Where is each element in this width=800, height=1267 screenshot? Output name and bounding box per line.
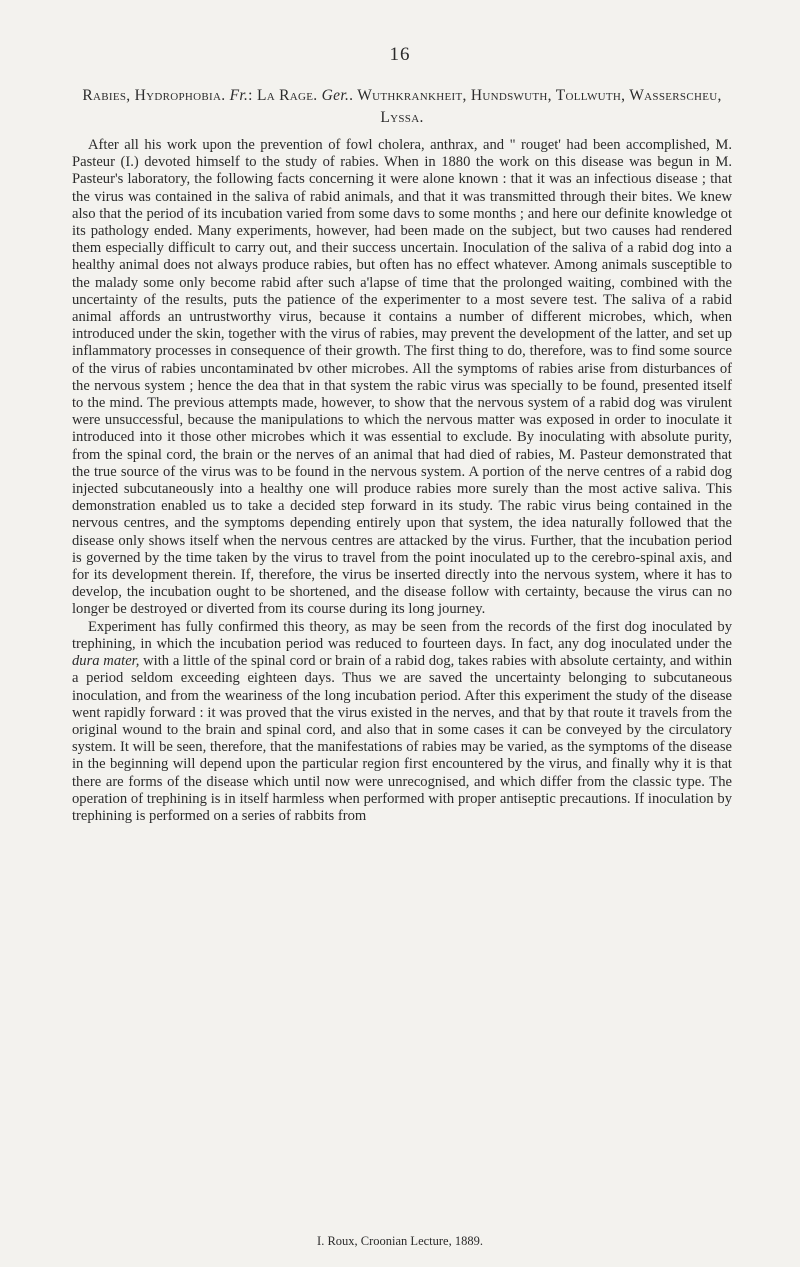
- paragraph-2-start: Experiment has fully confirmed this theory, as may be seen from the records of the first dog inoculated by trephining, in which the incubation period was reduced to fourteen days. In fact, any dog inoculated under the: [72, 618, 732, 652]
- heading-ger-label: Ger.: [321, 87, 350, 104]
- section-heading: [72, 85, 732, 129]
- paragraph-2-italic: dura mater,: [72, 653, 140, 670]
- page-number: 16: [389, 44, 411, 65]
- paragraph-2-end: with a little of the spinal cord or brain of a rabid dog, takes rabies with absolute certainty, and within a period seldom exceeding eighteen days. Thus we are saved the uncertainty belonging to subcutaneous inoculation, and from the weariness of the long incubation period. After this experiment the study of the disease went rapidly forward : it was proved that the virus existed in the nerves, and that by that route it travels from the original wound to the brain and spinal cord, and also that in some cases it can be conveyed by the circulatory system. It will be seen, therefore, that the manifestations of rabies may be varied, as the symptoms of the disease in the beginning will depend upon the particular region first encountered by the virus, and finally why it is that there are forms of the disease which until now were unrecognised, and which differ from the classic type. The operation of trephining is in itself harmless when performed with proper antiseptic precautions. If inoculation by trephining is performed on a series of rabbits from: [72, 653, 732, 824]
- heading-part1: Rabies, Hydrophobia.: [82, 87, 226, 104]
- paragraph-1: After all his work upon the prevention of fowl cholera, anthrax, and " rouget' had been accomplished, M. Pasteur (I.) devoted himself to the study of rabies. When in 1880 the work on this disease was begun in M. Pasteur's laboratory, the following facts concerning it were alone known : that it was an infectious disease ; that the virus was contained in the saliva of rabid animals, and that it was transmitted through their bites. We knew also that the period of its incubation varied from some davs to some months ; and here our definite knowledge ot its pathology ended. Many experiments, however, had been made on the subject, but two causes had rendered them especially difficult to carry out, and their success uncertain. Inoculation of the saliva of a rabid dog into a healthy animal does not always produce rabies, but often has no effect whatever. Among animals susceptible to the malady some only become rabid after such a'lapse of time that the prolonged waiting, combined with the uncertainty of the results, puts the patience of the experimenter to a most severe test. The saliva of a rabid animal affords an untrustworthy virus, because it contains a number of different microbes, which, when introduced under the skin, together with the virus of rabies, may prevent the development of the latter, and set up inflammatory processes in consequence of their growth. The first thing to do, therefore, was to find some source of the virus of rabies uncontaminated bv other microbes. All the symptoms of rabies arise from disturbances of the nervous system ; hence the dea that in that system the rabic virus was specially to be found, presented itself to the mind. The previous attempts made, however, to show that the nervous system of a rabid dog was virulent were unsuccessful, because the manipulations to which the nervous matter was exposed in order to inoculate it introduced into it those other microbes which it was essential to exclude. By inoculating with absolute purity, from the spinal cord, the brain or the nerves of an animal that had died of rabies, M. Pasteur demonstrated that the true source of the virus was to be found in the nervous system. A portion of the nerve centres of a rabid dog injected subcutaneously into a healthy one will produce rabies more surely than the most active saliva. This demonstration enabled us to take a decided step forward in its study. The rabic virus being contained in the nervous centres, and the symptoms depending entirely upon that system, the idea naturally followed that the disease only shows itself when the nervous centres are attacked by the virus. Further, that the incubation period is governed by the time taken by the virus to travel from the point inoculated up to the cerebro-spinal axis, and for its development therein. If, therefore, the virus be inserted directly into the nervous system, where it has to develop, the incubation ought to be shortened, and the disease follow with certainty, because the virus can no longer be destroyed or diverted from its course during its long journey.: [72, 137, 732, 618]
- heading-fr-label: Fr.: [229, 87, 249, 104]
- heading-part3: . Wuthkrankheit, Hundswuth, Tollwuth, Wasserscheu, Lyssa.: [349, 87, 722, 126]
- footnote: I. Roux, Croonian Lecture, 1889.: [317, 1234, 483, 1248]
- body-text: [72, 137, 732, 825]
- heading-part2: : La Rage.: [248, 87, 318, 104]
- paragraph-2: [72, 619, 732, 825]
